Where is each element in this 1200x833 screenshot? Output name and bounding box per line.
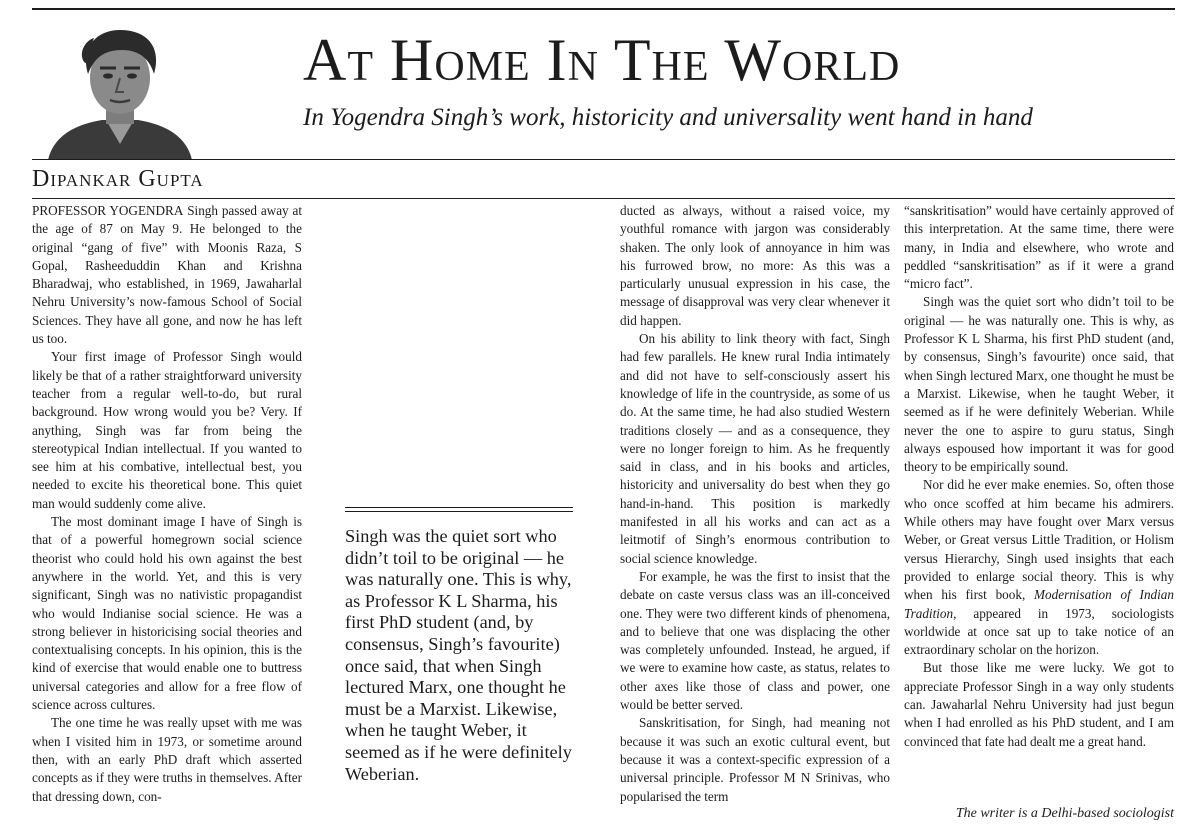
paragraph: “sanskritisation” would have certainly approved of this interpretation. At the same time, there were many, in India and elsewhere, who wrote and peddled “sanskritisation” as if it were a grand “micro fact”. bbox=[904, 203, 1174, 292]
paragraph: On his ability to link theory with fact, Singh had few parallels. He knew rural India intimately and did not have to self-consciously assert his knowledge of life in the countryside, as some of us do. At the same time, he had also studied Western traditions closely — and as a consequence, they were no longer foreign to him. As he frequently said in class, and in his books and articles, historicity and universality do best when they go hand-in-hand. This position is markedly manifested in all his works and can act as a leitmotif of Singh’s enormous contribution to social science knowledge. bbox=[620, 331, 890, 566]
paragraph: Sanskritisation, for Singh, had meaning not because it was such an exotic cultural event, but because it was a context-specific expression of a universal principle. Professor M N Srinivas, who popularised the term bbox=[620, 715, 890, 804]
article-column-2 bbox=[620, 202, 890, 806]
lead-in: PROFESSOR YOGENDRA bbox=[32, 203, 184, 218]
pull-quote bbox=[345, 507, 573, 785]
paragraph: Singh was the quiet sort who didn’t toil to be original — he was naturally one. This is why, as Professor K L Sharma, his first PhD student (and, by consensus, Singh’s favourite) once said, that when Singh lectured Marx, one thought he must be a Marxist. Likewise, when he taught Weber, it seemed as if he were definitely Weberian. While never the one to aspire to guru status, Singh always espoused how important it was for good theory to be empirically sound. bbox=[904, 294, 1174, 475]
paragraph: For example, he was the first to insist that the debate on caste versus class was an ill-conceived one. They were two different kinds of phenomena, and to believe that one was displacing the other was completely unfounded. Instead, he argued, if we were to examine how caste, as status, relates to other axes like those of class and power, one would be better served. bbox=[620, 568, 890, 713]
article-column-3 bbox=[904, 202, 1174, 751]
byline: Dipankar Gupta bbox=[32, 166, 204, 192]
paragraph: But those like me were lucky. We got to appreciate Professor Singh in a way only students can. Jawaharlal Nehru University had just begun when I had enrolled as his PhD student, and I am convinced that fate had dealt me a great hand. bbox=[904, 660, 1174, 749]
paragraph: ducted as always, without a raised voice, my youthful romance with jargon was considerably shaken. The only look of annoyance in him was his furrowed brow, no more: As this was a particularly unusual expression in his case, the message of disapproval was very clear whenever it did happen. bbox=[620, 203, 890, 328]
byline-rule bbox=[32, 198, 1175, 199]
paragraph: Nor did he ever make enemies. So, often those who once scoffed at him became his admirers. While others may have fought over Marx versus Weber, or Great versus Little Tradition, or Holism versus Hierarchy, Singh used insights that each provided to enlarge social theory. This is why when his first book, Modernisation of Indian Tradition, appeared in 1973, sociologists worldwide at once sat up to take notice of an extraordinary scholar on the horizon. bbox=[904, 477, 1174, 658]
pull-quote-rule bbox=[345, 511, 573, 512]
pull-quote-rule bbox=[345, 507, 573, 508]
top-rule bbox=[32, 8, 1175, 10]
paragraph: Your first image of Professor Singh would likely be that of a rather straightforward university teacher from a regular well-to-do, but rural background. How wrong would you be? Very. If anything, Singh was far from being the stereotypical Indian intellectual. If you wanted to see him at his combative, intellectual best, you needed to excite his theoretical bone. This quiet man would suddenly come alive. bbox=[32, 349, 302, 511]
paragraph: PROFESSOR YOGENDRA Singh passed away at the age of 87 on May 9. He belonged to the original “gang of five” with Moonis Raza, S Gopal, Rasheeduddin Khan and Krishna Bharadwaj, who established, in 1969, Jawaharlal Nehru University’s now-famous School of Social Sciences. They have all gone, and now he has left us too. bbox=[32, 203, 302, 347]
paragraph: The one time he was really upset with me was when I visited him in 1973, or sometime around then, with an early PhD draft which asserted concepts as if they were truths in themselves. After that dressing down, con- bbox=[32, 715, 302, 804]
author-signoff: The writer is a Delhi-based sociologist bbox=[955, 806, 1174, 821]
headline: At Home In The World bbox=[303, 27, 901, 93]
book-title: Modernisation of Indian Tradition bbox=[904, 587, 1174, 621]
header-rule bbox=[32, 159, 1175, 160]
paragraph: The most dominant image I have of Singh is that of a powerful homegrown social science theorist who could hold his own against the best anywhere in the world. Yet, and this is very significant, Singh was no nativistic propagandist who would Indianise social science. He was a strong believer in historicising social theories and contextualising concepts. In his opinion, this is the kind of exercise that would enable one to buttress universal categories and allow for a free flow of science across cultures. bbox=[32, 514, 302, 713]
article-column-1 bbox=[32, 202, 302, 806]
pull-quote-text: Singh was the quiet sort who didn’t toil to be original — he was naturally one. This is why, as Professor K L Sharma, his first PhD student (and, by consensus, Singh’s favourite) once said, that when Singh lectured Marx, one thought he must be a Marxist. Likewise, when he taught Weber, it seemed as if he were definitely Weberian. bbox=[345, 526, 572, 784]
deck-subtitle: In Yogendra Singh’s work, historicity and universality went hand in hand bbox=[303, 104, 1033, 131]
author-portrait-icon bbox=[40, 22, 200, 160]
